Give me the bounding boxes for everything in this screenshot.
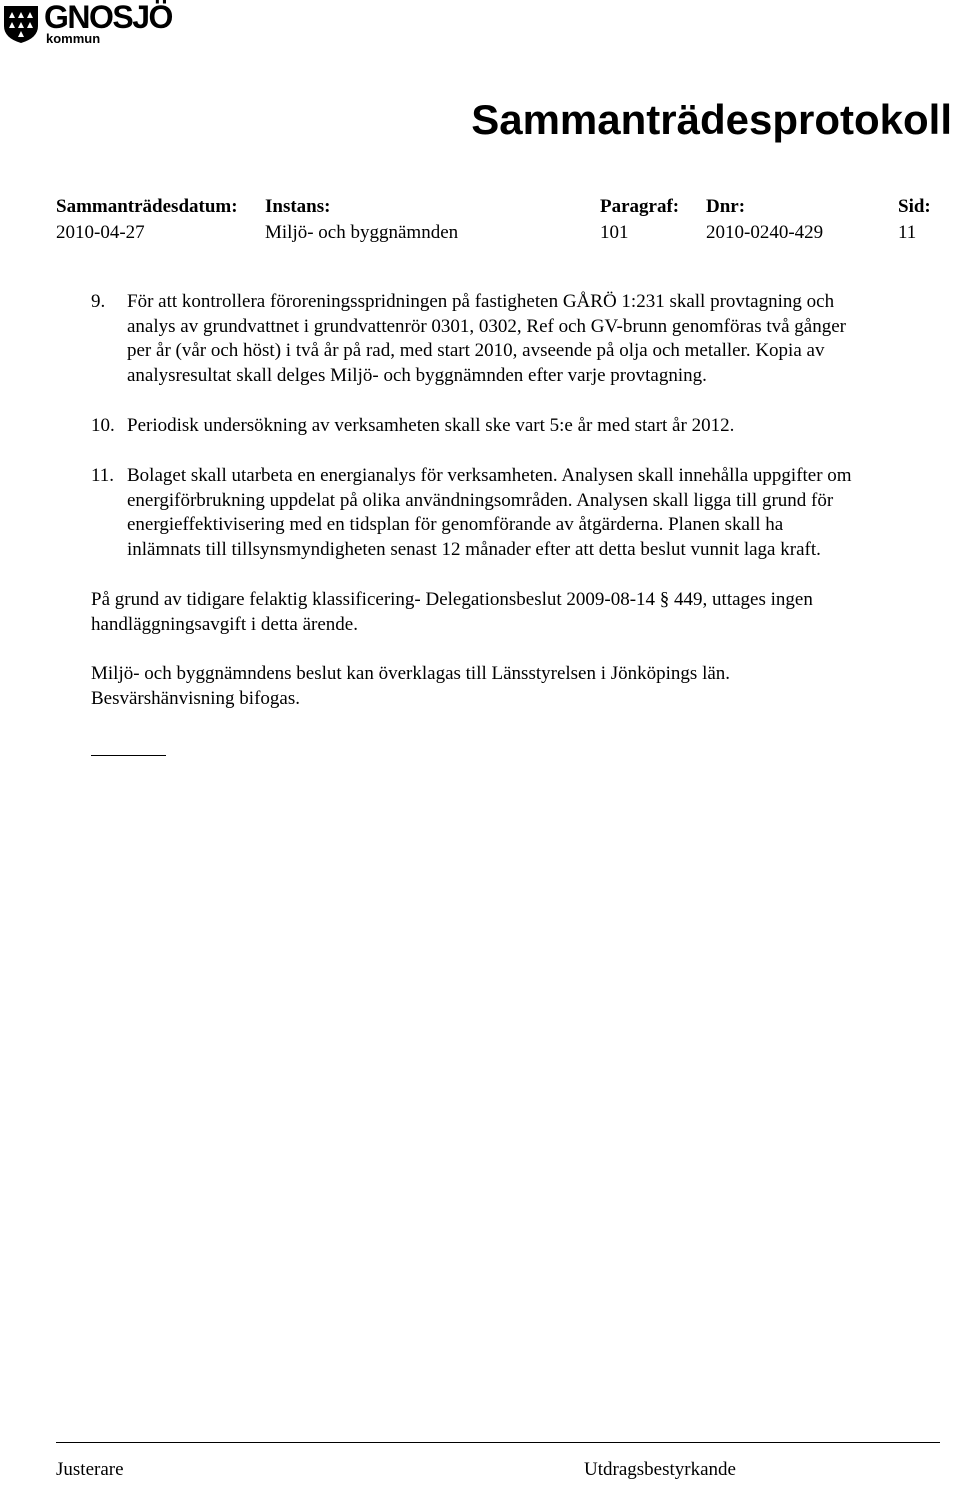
item-text: Periodisk undersökning av verksamheten skall ske vart 5:e år med start år 2012. bbox=[127, 415, 735, 436]
gnosjo-kommun-logo bbox=[2, 2, 172, 46]
decision-item-11 bbox=[91, 464, 951, 563]
meta-dnr bbox=[706, 194, 823, 246]
meta-label: Sid: bbox=[898, 196, 931, 217]
item-number: 9. bbox=[91, 291, 106, 312]
decision-item-9 bbox=[91, 290, 951, 389]
logo-name: GNOSJÖ bbox=[44, 0, 172, 35]
meta-datum bbox=[56, 194, 238, 246]
meta-label: Instans: bbox=[265, 196, 331, 217]
fee-paragraph: På grund av tidigare felaktig klassificering- Delegationsbeslut 2009-08-14 § 449, uttages ingen handläggningsavgift i detta ärende. bbox=[91, 589, 813, 635]
logo-subtitle: kommun bbox=[46, 31, 101, 46]
meta-instans bbox=[265, 194, 458, 246]
item-text: Bolaget skall utarbeta en energianalys för verksamheten. Analysen skall innehålla uppgifter om energiförbrukning uppdelat på olika användningsområden. Analysen skall ligga till grund för energieffektivisering med en tidsplan för genomförande av åtgärderna. Planen skall ha inlämnats till tillsynsmyndigheten senast 12 månader efter att detta beslut vunnit laga kraft. bbox=[127, 465, 852, 561]
footer-utdragsbestyrkande: Utdragsbestyrkande bbox=[584, 1459, 736, 1480]
meta-value: 2010-0240-429 bbox=[706, 222, 824, 243]
document-title: Sammanträdesprotokoll bbox=[471, 96, 952, 143]
meta-label: Paragraf: bbox=[600, 196, 680, 217]
meta-value: Miljö- och byggnämnden bbox=[265, 222, 459, 243]
meta-paragraf bbox=[600, 194, 679, 246]
item-number: 10. bbox=[91, 415, 115, 436]
item-number: 11. bbox=[91, 465, 115, 486]
end-divider bbox=[91, 755, 166, 756]
meta-value: 2010-04-27 bbox=[56, 222, 145, 243]
item-text: För att kontrollera föroreningsspridningen på fastigheten GÅRÖ 1:231 skall provtagning och analys av grundvattnet i grundvattenrör 0301, 0302, Ref och GV-brunn genomföras två gånger per år (vår och höst) i två år på rad, med start 2010, avseende på olja och metaller. Kopia av analysresultat skall delges Miljö- och byggnämnden efter varje provtagning. bbox=[127, 291, 847, 387]
meta-label: Dnr: bbox=[706, 196, 746, 217]
appeal-paragraph: Miljö- och byggnämndens beslut kan överklagas till Länsstyrelsen i Jönköpings län. Besvärshänvisning bifogas. bbox=[91, 663, 731, 709]
municipal-crest-icon bbox=[2, 4, 40, 44]
decision-item-10 bbox=[91, 414, 951, 439]
meta-value: 11 bbox=[898, 222, 917, 243]
footer-justerare: Justerare bbox=[56, 1459, 124, 1480]
meta-label: Sammanträdesdatum: bbox=[56, 196, 238, 217]
meta-value: 101 bbox=[600, 222, 629, 243]
signature-rule bbox=[56, 1442, 940, 1443]
meta-sid bbox=[898, 194, 931, 246]
